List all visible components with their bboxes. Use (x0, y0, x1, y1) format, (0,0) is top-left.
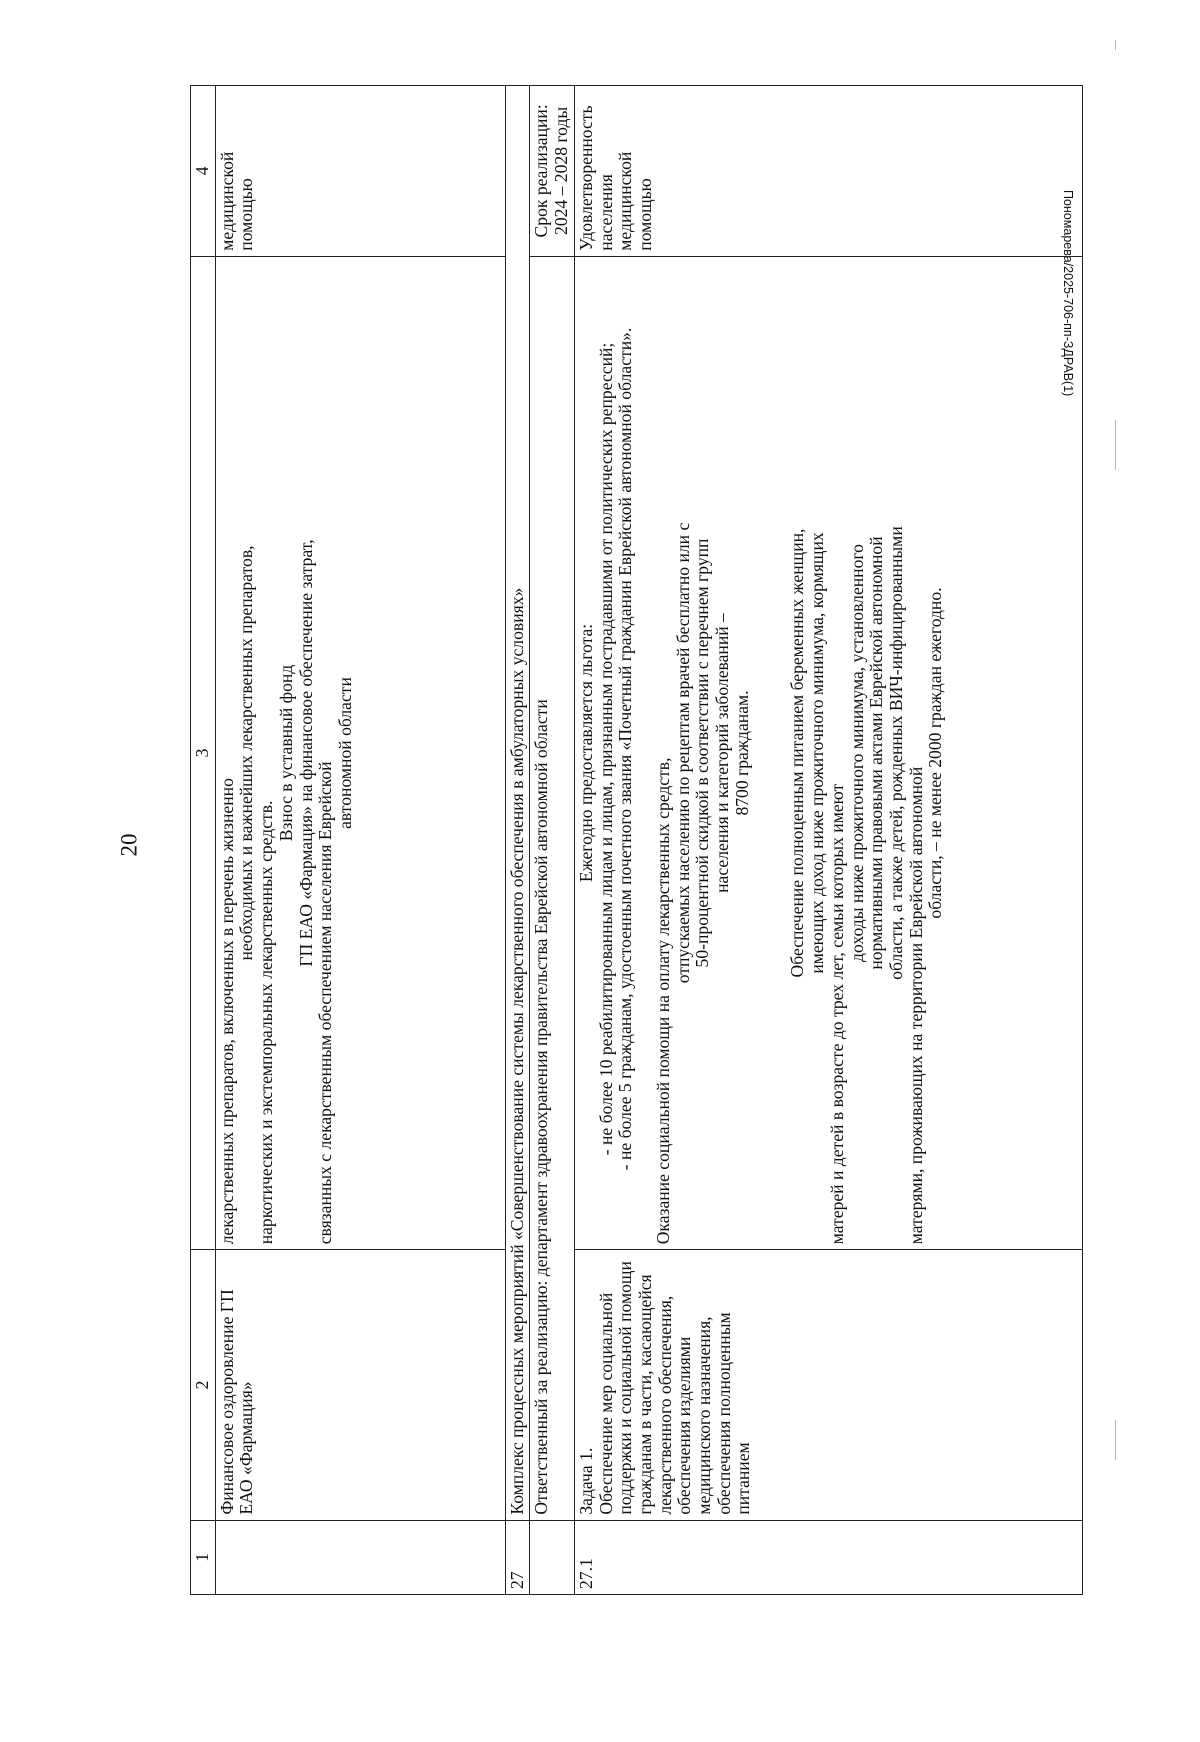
text-line: матерями, проживающих на территории Еврейской автономной (905, 766, 926, 1245)
benefit-item: - не более 5 гражданам, удостоенным почетного звания «Почетный гражданин Еврейской автономной области». (615, 327, 636, 1171)
text-line: наркотических и экстемпоральных лекарственных средств. (256, 800, 277, 1245)
text-line: автономной области (334, 677, 355, 829)
task-text: Обеспечение мер социальной поддержки и социальной помощи гражданам в части, касающейся лекарственного обеспечения, обеспечения изделиями медицинского назначения, обеспечения полноценным питанием (595, 1261, 754, 1515)
header-col-1: 1 (191, 1520, 216, 1594)
text-line: отпускаемых населению по рецептам врачей бесплатно или с (672, 522, 693, 984)
task-label: Задача 1. (575, 1447, 596, 1515)
text-line: ГП ЕАО «Фармация» на финансовое обеспечение затрат, (295, 539, 316, 967)
text-line: Оказание социальной помощи на оплату лекарственных средств, (652, 757, 673, 1245)
table-row-responsible (530, 86, 574, 1595)
table-row-27 (505, 86, 530, 1595)
table-row-27-1 (574, 86, 1082, 1595)
cell-result: медицинской помощью (215, 86, 505, 257)
text-line: связанных с лекарственным обеспечением населения Еврейской (315, 761, 336, 1245)
cell-task (574, 1250, 1082, 1520)
scan-mark (1115, 1420, 1116, 1460)
text-line: 50-процентной скидкой в соответствии с перечнем групп (692, 538, 713, 968)
header-col-2: 2 (191, 1250, 216, 1520)
complex-title: Комплекс процессных мероприятий «Совершенствование системы лекарственного обеспечения в амбулаторных условиях» (505, 86, 530, 1521)
program-table (190, 85, 1083, 1595)
page-number: 20 (116, 833, 142, 857)
header-row (191, 86, 216, 1595)
text-line: матерей и детей в возрасте до трех лет, семьи которых имеют (826, 783, 847, 1245)
cell-empty-number (215, 1520, 505, 1594)
cell-result: Удовлетворенность населения медицинской помощью (574, 86, 1082, 257)
scan-mark (1115, 40, 1116, 50)
rotated-table-container (190, 85, 1083, 1595)
cell-row-number: 27 (505, 1520, 530, 1594)
text-line: лекарственных препаратов, включенных в перечень жизненно (216, 778, 237, 1245)
header-col-3: 3 (191, 256, 216, 1250)
term-years: 2024 – 2028 годы (551, 106, 572, 235)
text-line: населения и категорий заболеваний – (712, 613, 733, 893)
text-line: нормативными правовыми актами Еврейской автономной (866, 536, 887, 970)
cell-measure-description (215, 256, 505, 1250)
text-line: области, – не менее 2000 граждан ежегодно. (925, 587, 946, 919)
benefit-item: - не более 10 реабилитированным лицам и лицам, признанным пострадавшими от политических репрессий; (595, 342, 616, 1156)
benefit-intro: Ежегодно предоставляется льгота: (575, 623, 596, 883)
text-line: Взнос в уставный фонд (275, 664, 296, 842)
scan-mark (1115, 420, 1116, 470)
table-row-continuation (215, 86, 505, 1595)
cell-empty-number (530, 1520, 574, 1594)
text-line: 8700 гражданам. (731, 690, 752, 816)
text-line: области, а также детей, рожденных ВИЧ-инфицированными (885, 526, 906, 980)
header-col-4: 4 (191, 86, 216, 257)
responsible-text: Ответственный за реализацию: департамент здравоохранения правительства Еврейской автономной области (530, 256, 574, 1520)
cell-row-number: 27.1 (574, 1520, 1082, 1594)
text-line: доходы ниже прожиточного минимума, установленного (846, 544, 867, 962)
text-line: Обеспечение полноценным питанием беременных женщин, (787, 528, 808, 978)
cell-measure-name: Финансовое оздоровление ГП ЕАО «Фармация» (215, 1250, 505, 1520)
text-line: имеющих доход ниже прожиточного минимума, кормящих (807, 532, 828, 974)
document-code: Пономарева/2025-706-пп-ЗДРАВ(1) (1061, 190, 1075, 397)
cell-task-description (574, 256, 1082, 1250)
term-label: Срок реализации: (531, 104, 552, 238)
text-line: необходимых и важнейших лекарственных препаратов, (236, 545, 257, 961)
implementation-term (530, 86, 574, 257)
